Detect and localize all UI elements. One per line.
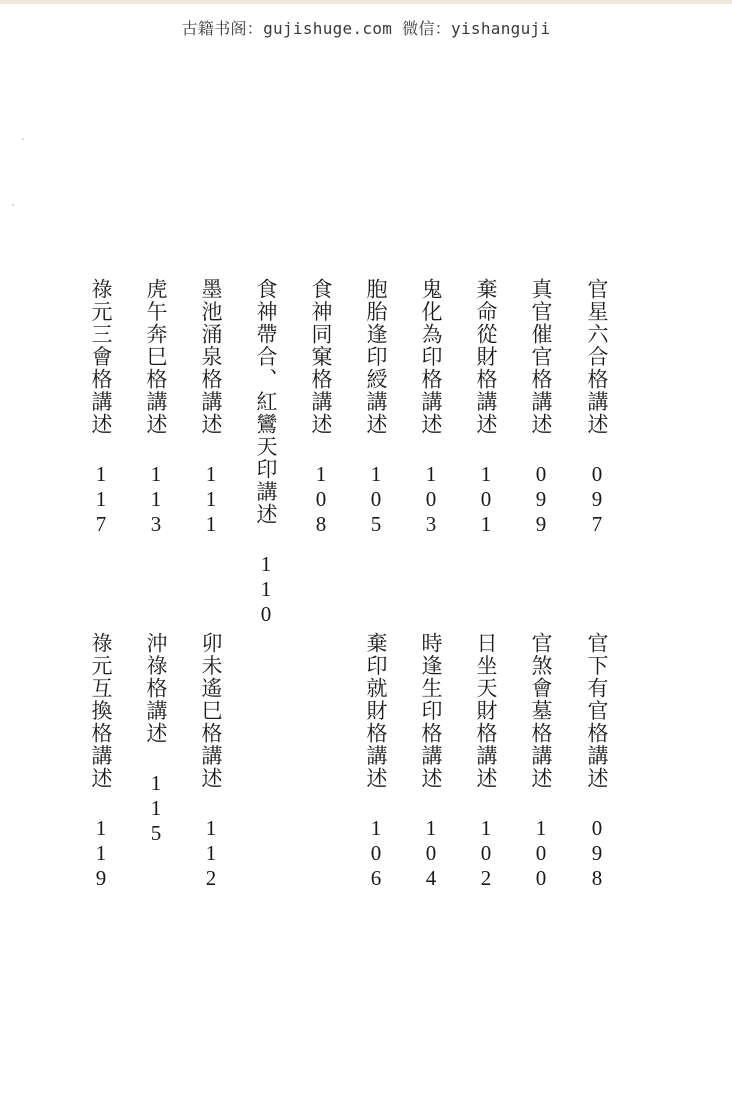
entry-title: 棄印就財格講述 [364, 632, 388, 790]
toc-entry [139, 278, 173, 537]
entry-page-number: 110 [254, 551, 278, 627]
entry-title: 鬼化為印格講述 [419, 278, 443, 436]
entry-title: 祿元互換格講述 [89, 632, 113, 790]
entry-page-number: 115 [144, 770, 168, 846]
scan-speck [12, 204, 14, 206]
toc-entry [469, 278, 503, 537]
toc-entry [139, 632, 173, 846]
top-rule [0, 0, 732, 4]
entry-page-number: 098 [585, 815, 609, 891]
entry-page-number: 106 [364, 815, 388, 891]
entry-page-number: 099 [529, 461, 553, 537]
entry-title: 食神帶合、紅鸞天印講述 [254, 278, 278, 526]
scan-speck [22, 138, 24, 140]
entry-title: 沖祿格講述 [144, 632, 168, 745]
toc-entry [84, 278, 118, 537]
entry-title: 祿元三會格講述 [89, 278, 113, 436]
entry-page-number: 113 [144, 461, 168, 537]
entry-page-number: 112 [199, 815, 223, 891]
toc-entry [414, 632, 448, 891]
entry-title: 時逢生印格講述 [419, 632, 443, 790]
entry-title: 胞胎逢印綬講述 [364, 278, 388, 436]
entry-title: 卯未遙巳格講述 [199, 632, 223, 790]
entry-title: 日坐天財格講述 [474, 632, 498, 790]
entry-title: 墨池涌泉格講述 [199, 278, 223, 436]
toc-entry [524, 632, 558, 891]
toc-entry [194, 278, 228, 537]
entry-title: 官下有官格講述 [585, 632, 609, 790]
entry-page-number: 119 [89, 815, 113, 891]
entry-page-number: 111 [199, 461, 223, 537]
toc-entry [359, 632, 393, 891]
entry-page-number: 104 [419, 815, 443, 891]
entry-page-number: 105 [364, 461, 388, 537]
entry-title: 官星六合格講述 [585, 278, 609, 436]
entry-title: 食神同窠格講述 [309, 278, 333, 436]
entry-page-number: 108 [309, 461, 333, 537]
toc-entry [84, 632, 118, 891]
entry-title: 棄命從財格講述 [474, 278, 498, 436]
entry-page-number: 103 [419, 461, 443, 537]
entry-page-number: 097 [585, 461, 609, 537]
toc-entry [580, 632, 614, 891]
toc-entry [304, 278, 338, 537]
entry-title: 真官催官格講述 [529, 278, 553, 436]
watermark: 古籍书阁：gujishuge.com 微信：yishanguji [181, 19, 551, 38]
toc-entry [359, 278, 393, 537]
entry-title: 虎午奔巳格講述 [144, 278, 168, 436]
entry-page-number: 100 [529, 815, 553, 891]
entry-title: 官煞會墓格講述 [529, 632, 553, 790]
toc-entry [524, 278, 558, 537]
toc-entry [580, 278, 614, 537]
entry-page-number: 101 [474, 461, 498, 537]
toc-entry [469, 632, 503, 891]
entry-page-number: 102 [474, 815, 498, 891]
toc-entry [194, 632, 228, 891]
toc-entry [414, 278, 448, 537]
entry-page-number: 117 [89, 461, 113, 537]
toc-entry [249, 278, 283, 627]
